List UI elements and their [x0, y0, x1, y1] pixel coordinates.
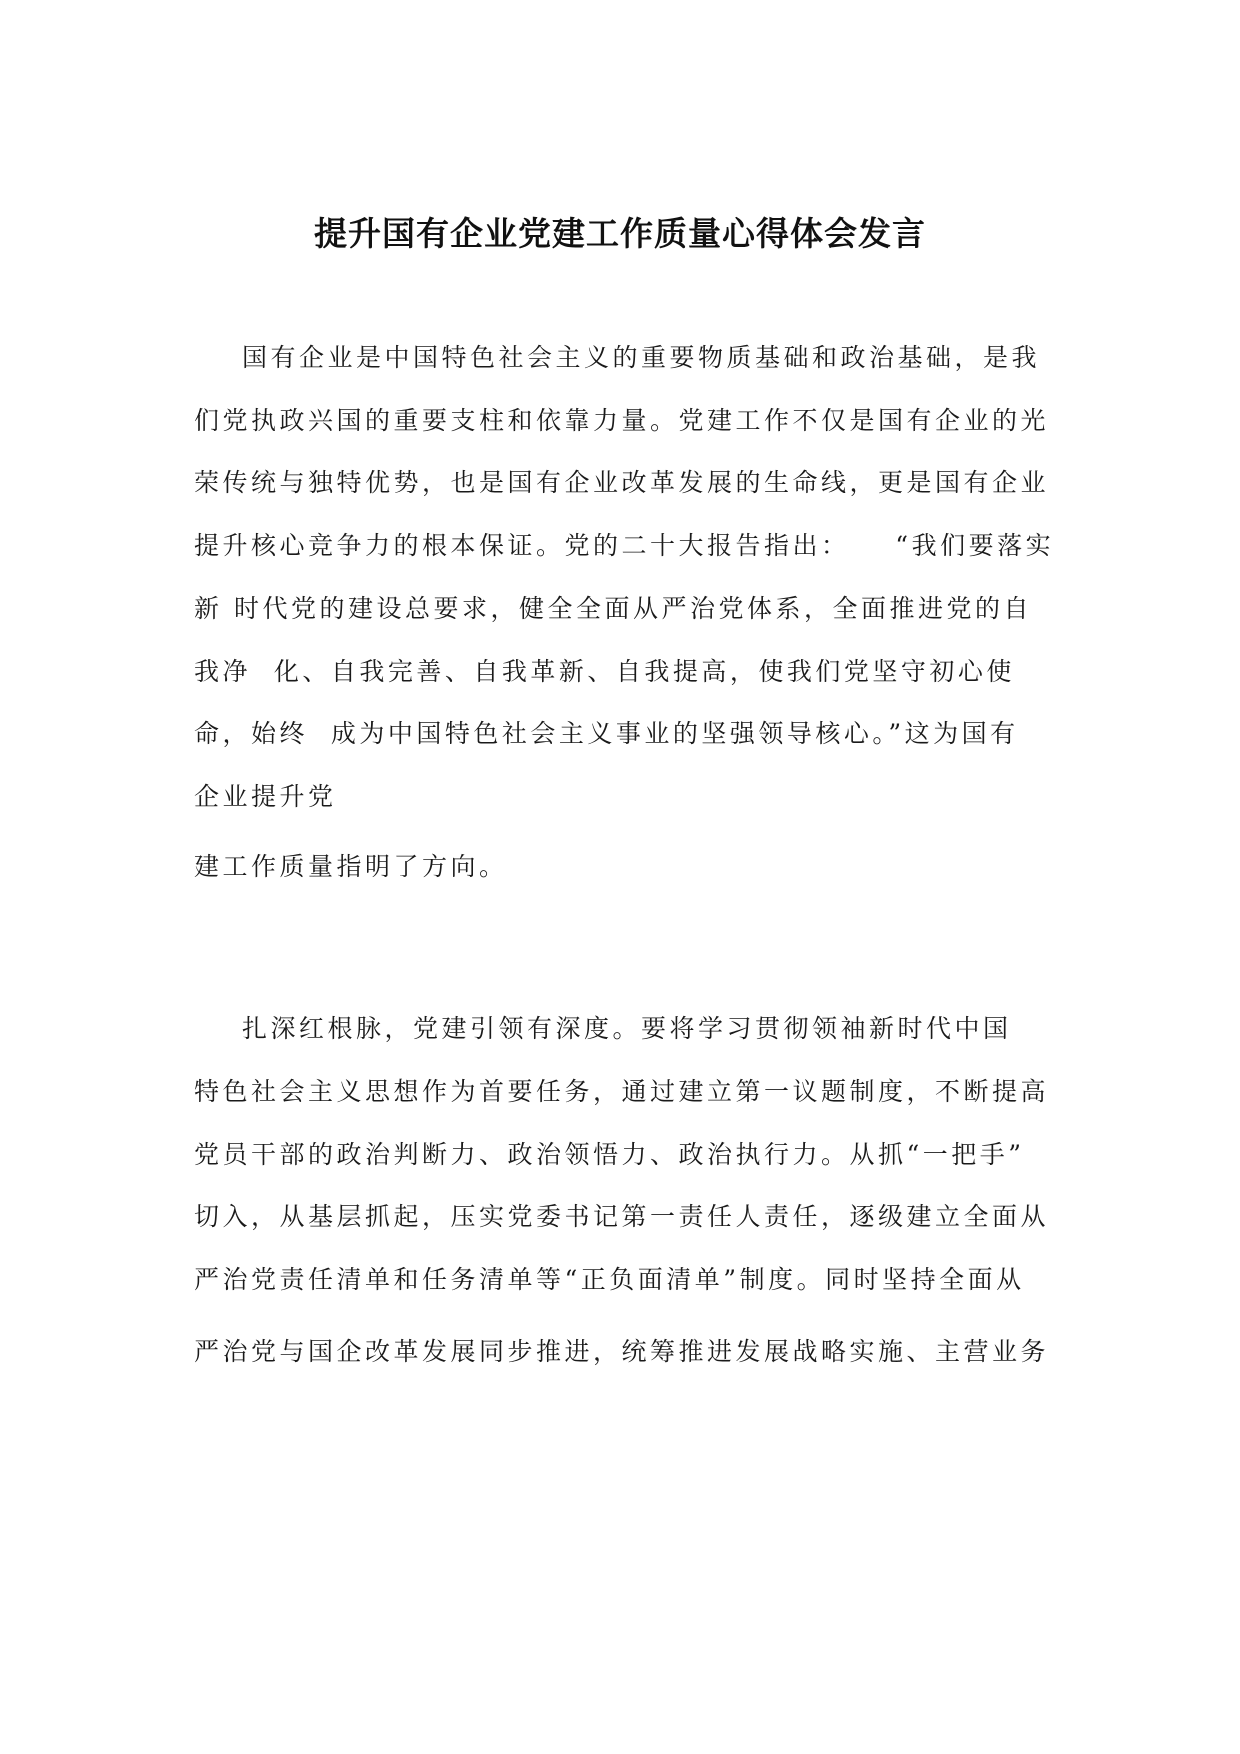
paragraph-1-line-4: 提升核心竞争力的根本保证。党的二十大报告指出： “我们要落实 [194, 531, 1055, 560]
paragraph-2-line-2: 特色社会主义思想作为首要任务，通过建立第一议题制度，不断提高 [194, 1077, 1050, 1106]
document-title: 提升国有企业党建工作质量心得体会发言 [314, 214, 926, 253]
paragraph-2-line-5: 严治党责任清单和任务清单等“正负面清单”制度。同时坚持全面从 [194, 1265, 1025, 1294]
paragraph-1-line-7: 命，始终 成为中国特色社会主义事业的坚强领导核心。”这为国有 [194, 719, 1019, 748]
paragraph-2-line-4: 切入，从基层抓起，压实党委书记第一责任人责任，逐级建立全面从 [194, 1202, 1050, 1231]
paragraph-2-line-3: 党员干部的政治判断力、政治领悟力、政治执行力。从抓“一把手” [194, 1140, 1025, 1169]
paragraph-1-line-6: 我净 化、自我完善、自我革新、自我提高，使我们党坚守初心使 [194, 657, 1015, 686]
paragraph-1-line-3: 荣传统与独特优势，也是国有企业改革发展的生命线，更是国有企业 [194, 468, 1050, 497]
paragraph-2-line-1: 扎深红根脉，党建引领有深度。要将学习贯彻领袖新时代中国 [242, 1014, 1012, 1043]
paragraph-1-line-5: 新 时代党的建设总要求，健全全面从严治党体系，全面推进党的自 [194, 594, 1032, 623]
paragraph-1-line-9: 建工作质量指明了方向。 [194, 852, 508, 881]
paragraph-1-line-1: 国有企业是中国特色社会主义的重要物质基础和政治基础，是我 [242, 343, 1041, 372]
paragraph-1-line-2: 们党执政兴国的重要支柱和依靠力量。党建工作不仅是国有企业的光 [194, 406, 1050, 435]
paragraph-2-line-6: 严治党与国企改革发展同步推进，统筹推进发展战略实施、主营业务 [194, 1337, 1050, 1366]
paragraph-1-line-8: 企业提升党 [194, 782, 337, 811]
